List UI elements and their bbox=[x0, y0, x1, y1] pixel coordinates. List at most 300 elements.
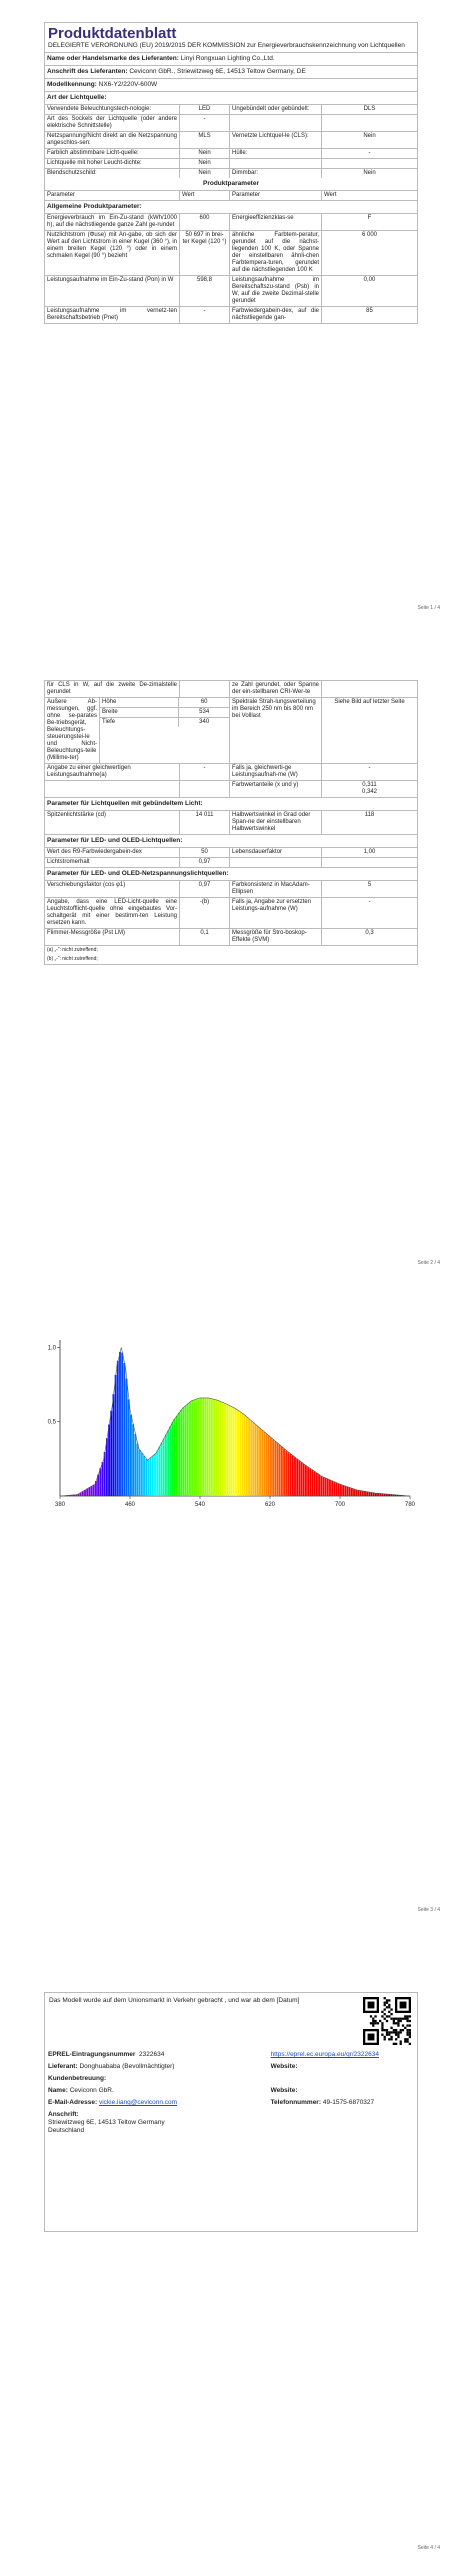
spectrum-bar bbox=[204, 1398, 206, 1496]
type-title: Art der Lichtquelle: bbox=[45, 92, 417, 105]
directional-title: Parameter für Lichtquellen mit gebündeltem Licht: bbox=[45, 798, 417, 811]
spectrum-bar bbox=[202, 1398, 204, 1496]
equiv-row bbox=[45, 764, 417, 781]
page-2 bbox=[0, 630, 452, 1270]
spectrum-bar bbox=[355, 1490, 357, 1496]
address-row bbox=[45, 2109, 417, 2137]
general-params-title: Allgemeine Produktparameter: bbox=[45, 201, 417, 214]
table-cell: LED bbox=[180, 105, 230, 114]
spectrum-bar bbox=[145, 1459, 147, 1496]
table-cell: Nein bbox=[180, 169, 230, 178]
spectrum-bar bbox=[373, 1493, 375, 1496]
x-tick-label: 540 bbox=[194, 1502, 206, 1508]
table-cell: Nutzlichtstrom (Φuse) mit An-gabe, ob sich der Wert auf den Lichtstrom in einer Kugel (360 °), in einem breiten Kegel (120 °) oder in einem schmalen Kegel (90 °) bezieht bbox=[45, 231, 180, 275]
spectrum-bar bbox=[353, 1489, 355, 1496]
table-cell: Farbwiedergabein-dex, auf die nächstliegende gan- bbox=[230, 307, 322, 323]
dims-row bbox=[45, 698, 417, 764]
table-cell: Ungebündelt oder gebündelt: bbox=[230, 105, 322, 114]
consistency-value: 5 bbox=[367, 882, 372, 888]
pf-label: Verschiebungsfaktor (cos φ1) bbox=[45, 881, 180, 897]
life-label: Lebensdauerfaktor bbox=[230, 848, 322, 857]
spectrum-bar bbox=[283, 1449, 285, 1496]
general-table bbox=[45, 214, 417, 323]
qr-code-icon[interactable] bbox=[363, 1997, 411, 2045]
supplier-name-row bbox=[45, 53, 417, 66]
replace-row bbox=[45, 898, 417, 929]
peak-row bbox=[45, 811, 417, 835]
dims-label: Äußere Ab-messungen, ggf. ohne se-parates Be-triebsgerät, Beleuchtungs-steuerungstei-le und Nicht-Beleuchtungs-teile (Millime-ter) bbox=[45, 698, 100, 763]
spectrum-bar bbox=[215, 1400, 217, 1496]
spectrum-bar bbox=[364, 1491, 366, 1496]
table-cell: 50 697 in brei-ter Kegel (120 °) bbox=[180, 231, 230, 275]
spectrum-bar bbox=[325, 1478, 327, 1496]
spectrum-bar bbox=[288, 1452, 290, 1496]
equiv-right-value: - bbox=[368, 765, 371, 771]
spectrum-bar bbox=[250, 1421, 252, 1496]
pf-value: 0,97 bbox=[180, 881, 230, 897]
table-row bbox=[45, 307, 417, 323]
spectrum-bar bbox=[316, 1473, 318, 1496]
spectrum-bar bbox=[268, 1436, 270, 1496]
table-cell: 600 bbox=[180, 214, 230, 230]
spectrum-bar bbox=[128, 1399, 130, 1496]
spectrum-bar bbox=[132, 1424, 134, 1496]
spectrum-bar bbox=[281, 1447, 283, 1496]
phone-label: Telefonnummer: bbox=[270, 2099, 322, 2106]
table-cell: 6 000 bbox=[361, 231, 377, 238]
spectrum-bar bbox=[134, 1434, 136, 1496]
flicker-value: 0,1 bbox=[180, 929, 230, 945]
table-cell: 85 bbox=[366, 307, 373, 314]
spectrum-bar bbox=[113, 1394, 115, 1496]
table-cell: Energieeffizienzklas-se bbox=[230, 214, 322, 230]
spectral-label: Spektrale Strah-lungsverteilung im Bereich 250 nm bis 800 nm bei Volllast bbox=[230, 698, 322, 763]
spectrum-bar bbox=[185, 1406, 187, 1496]
spectrum-bar bbox=[137, 1444, 139, 1496]
equiv-label: Angabe zu einer gleichwertigen Leistungsaufnahme(a) bbox=[45, 764, 180, 780]
table-row bbox=[45, 169, 417, 178]
spectrum-bar bbox=[213, 1399, 215, 1496]
table-row bbox=[45, 276, 417, 307]
table-row bbox=[45, 214, 417, 231]
spectrum-bar bbox=[123, 1363, 125, 1496]
chroma-label: Farbwertanteile (x und y) bbox=[230, 781, 322, 797]
strobo-value: 0,3 bbox=[365, 930, 374, 936]
table-cell bbox=[230, 115, 322, 131]
spectrum-bar bbox=[323, 1477, 325, 1496]
supplier-row bbox=[45, 2061, 417, 2073]
spectrum-bar bbox=[314, 1471, 316, 1496]
spectrum-bar bbox=[102, 1462, 104, 1496]
spectrum-bar bbox=[196, 1399, 198, 1496]
table-cell: Vernetzte Lichtquel-le (CLS): bbox=[230, 132, 322, 148]
spectrum-bar bbox=[305, 1466, 307, 1496]
model-value: NX6-Y2/220V-600W bbox=[98, 80, 158, 88]
name-row bbox=[45, 2085, 417, 2097]
spectrum-bar bbox=[161, 1443, 163, 1496]
table-cell: F bbox=[367, 214, 372, 221]
empty-cell bbox=[180, 781, 230, 797]
spectrum-bar bbox=[242, 1414, 244, 1496]
beam-value: 118 bbox=[364, 812, 375, 818]
spectrum-bar bbox=[307, 1467, 309, 1496]
spectrum-bar bbox=[320, 1476, 322, 1496]
maint-row bbox=[45, 858, 417, 868]
spectrum-bar bbox=[237, 1411, 239, 1496]
spectrum-bar bbox=[244, 1415, 246, 1496]
x-tick-label: 460 bbox=[124, 1502, 136, 1508]
col-value-header: Wert bbox=[180, 191, 230, 200]
spectrum-bar bbox=[121, 1353, 123, 1496]
dim-height-value: 60 bbox=[200, 699, 208, 705]
cri-continued-label: ze Zahl gerundet, oder Spanne der ein-stellbaren CRI-Wer-te bbox=[230, 681, 322, 697]
supplier-name-label: Name oder Handelsmarke des Lieferanten: bbox=[47, 54, 179, 62]
table-cell: 0,00 bbox=[363, 276, 376, 283]
spectrum-bar bbox=[303, 1464, 305, 1496]
mains-title: Parameter für LED- und OLED-Netzspannungslichtquellen: bbox=[45, 868, 417, 881]
table-cell: Leistungsaufnahme im vernetz-ten Bereitschaftsbetrieb (Pnet) bbox=[45, 307, 180, 323]
spectrum-bar bbox=[91, 1486, 93, 1496]
spectrum-bar bbox=[189, 1402, 191, 1496]
y-tick-label: 1,0 bbox=[47, 1345, 56, 1352]
spectrum-bar bbox=[379, 1493, 381, 1496]
footnote-b: (b) „-“: nicht zutreffend; bbox=[47, 956, 98, 962]
spectrum-bar bbox=[309, 1469, 311, 1496]
spectrum-bar bbox=[119, 1352, 121, 1496]
spectrum-bar bbox=[108, 1425, 110, 1497]
dim-width-value: 534 bbox=[199, 709, 210, 715]
table-row bbox=[45, 231, 417, 276]
spectrum-bar bbox=[347, 1487, 349, 1496]
page-number-4: Seite 4 / 4 bbox=[417, 2545, 440, 2551]
spectrum-bar bbox=[183, 1407, 185, 1496]
spectrum-bar bbox=[329, 1480, 331, 1496]
spectrum-bar bbox=[261, 1430, 263, 1496]
spectrum-bar bbox=[117, 1361, 119, 1496]
spectrum-bar bbox=[235, 1409, 237, 1496]
website-label-1: Website: bbox=[270, 2063, 298, 2070]
spectrum-bar bbox=[257, 1426, 259, 1496]
spectrum-bar bbox=[93, 1485, 95, 1496]
table-cell: Lichtquelle mit hoher Leucht-dichte: bbox=[45, 159, 180, 168]
spectrum-bar bbox=[360, 1491, 362, 1496]
table-cell: ähnliche Farbtem-peratur, gerundet auf die nächst-liegenden 100 K, oder Spanne der einstellbaren ähnli-chen Farbtempera-turen, gerundet auf die nächstliegenden 100 K bbox=[230, 231, 322, 275]
spectrum-bar bbox=[366, 1492, 368, 1496]
empty-cell bbox=[230, 858, 322, 867]
spectrum-bar bbox=[178, 1413, 180, 1496]
replace-value: -(b) bbox=[180, 898, 230, 928]
col-param-header-2: Parameter bbox=[230, 191, 322, 200]
eprel-row bbox=[45, 2049, 417, 2061]
table-cell: Leistungsaufnahme im Bereitschaftszu-stand (Psb) in W, auf die zweite Dezimal-stelle gerundet bbox=[230, 276, 322, 306]
table-cell: Leistungsaufnahme im Ein-Zu-stand (Pon) in W bbox=[45, 276, 180, 306]
service-label: Kundenbetreuung: bbox=[48, 2075, 107, 2082]
spectrum-bar bbox=[279, 1445, 281, 1496]
spectrum-bar bbox=[228, 1406, 230, 1496]
spectrum-bar bbox=[259, 1428, 261, 1496]
x-tick-label: 780 bbox=[404, 1502, 416, 1508]
supplier-name-value: Linyi Rongxuan Lighting Co.,Ltd. bbox=[180, 54, 275, 62]
eprel-link[interactable]: https://eprel.ec.europa.eu/qr/2322634 bbox=[270, 2051, 379, 2058]
datasheet-page2 bbox=[44, 680, 418, 965]
spectrum-bar bbox=[285, 1451, 287, 1497]
spectrum-bar bbox=[301, 1462, 303, 1496]
dim-height-label: Höhe bbox=[100, 698, 179, 707]
table-cell: Nein bbox=[363, 169, 376, 176]
spectrum-bar bbox=[143, 1456, 145, 1496]
spectrum-bar bbox=[163, 1439, 165, 1496]
spectrum-bar bbox=[156, 1451, 158, 1496]
table-cell: Netzspannung/Nicht direkt an die Netzspannung angeschlos-sen: bbox=[45, 132, 180, 148]
spectrum-bar bbox=[174, 1419, 176, 1496]
replace-right-label: Falls ja, Angabe zur ersetzten Leistungs-aufnahme (W) bbox=[230, 898, 322, 928]
eprel-value: 2322634 bbox=[139, 2051, 165, 2058]
peak-label: Spitzenlichtstärke (cd) bbox=[45, 811, 180, 834]
spectrum-bar bbox=[344, 1486, 346, 1496]
led-title: Parameter für LED- und OLED-Lichtquellen: bbox=[45, 835, 417, 848]
replace-label: Angabe, dass eine LED-Licht-quelle eine Leuchtstofflicht-quelle ohne eingebautes Vor-schaltgerät mit einer bestimm-ten Leistung ersetzen kann. bbox=[45, 898, 180, 928]
spectrum-bar bbox=[218, 1401, 220, 1496]
page-1 bbox=[0, 0, 452, 620]
spectrum-bar bbox=[290, 1454, 292, 1496]
spectrum-bar bbox=[272, 1439, 274, 1496]
dim-width-row bbox=[100, 708, 229, 718]
spectrum-bar bbox=[296, 1459, 298, 1496]
pf-row bbox=[45, 881, 417, 898]
empty-cell bbox=[45, 781, 180, 797]
intro-text: Das Modell wurde auf dem Unionsmarkt in Verkehr gebracht , und war ab dem [Datum] bbox=[49, 1997, 300, 2004]
table-cell: Nein bbox=[363, 132, 376, 139]
peak-value: 14 011 bbox=[180, 811, 230, 834]
spectrum-bar bbox=[253, 1423, 255, 1496]
email-row bbox=[45, 2097, 417, 2109]
table-cell bbox=[230, 159, 322, 168]
table-cell: Dimmbar: bbox=[230, 169, 322, 178]
spectrum-bar bbox=[327, 1479, 329, 1496]
col-param-header: Parameter bbox=[45, 191, 180, 200]
spectrum-bar bbox=[150, 1458, 152, 1496]
supplier-address-row bbox=[45, 66, 417, 79]
supplier-address-value: Ceviconn GbR., Striewitzweg 6E, 14513 Teltow Germany, DE bbox=[129, 67, 306, 75]
spectrum-bar bbox=[248, 1419, 250, 1496]
spectrum-bar bbox=[333, 1482, 335, 1496]
table-cell: Farblich abstimmbare Licht-quelle: bbox=[45, 149, 180, 158]
spectrum-bar bbox=[255, 1425, 257, 1497]
table-row bbox=[45, 132, 417, 149]
table-row bbox=[45, 115, 417, 132]
flicker-row bbox=[45, 929, 417, 946]
address-line-2: Deutschland bbox=[48, 2127, 85, 2134]
dim-width-label: Breite bbox=[100, 708, 179, 717]
empty-cell bbox=[180, 681, 230, 697]
table-cell: Nein bbox=[180, 149, 230, 158]
footnote-a: (a) „-“: nicht zutreffend; bbox=[47, 947, 98, 953]
cri-continued-row bbox=[45, 681, 417, 698]
spectrum-bar bbox=[110, 1411, 112, 1496]
spectrum-bar bbox=[88, 1487, 90, 1496]
regulation-text: DELEGIERTE VERORDNUNG (EU) 2019/2015 DER KOMMISSION zur Energieverbrauchskennzeichnung von Lichtquellen bbox=[45, 42, 417, 53]
spectrum-bar bbox=[198, 1398, 200, 1496]
supplier-address-label: Anschrift des Lieferanten: bbox=[47, 67, 128, 75]
spectrum-bar bbox=[222, 1402, 224, 1496]
spectrum-bar bbox=[99, 1468, 101, 1496]
table-cell: Hülle: bbox=[230, 149, 322, 158]
spectrum-bar bbox=[152, 1456, 154, 1496]
page-number-3: Seite 3 / 4 bbox=[417, 1907, 440, 1913]
spectrum-bar bbox=[375, 1493, 377, 1496]
table-row bbox=[45, 149, 417, 159]
param-header-row bbox=[45, 191, 417, 201]
phone-value: 49-1575-6870327 bbox=[322, 2099, 375, 2106]
maint-value: 0,97 bbox=[180, 858, 230, 867]
spectrum-bar bbox=[277, 1443, 279, 1496]
spectrum-bar bbox=[139, 1450, 141, 1496]
spectrum-bar bbox=[331, 1481, 333, 1496]
spectrum-bar bbox=[167, 1430, 169, 1496]
r9-value: 50 bbox=[180, 848, 230, 857]
table-cell: Energieverbrauch im Ein-Zu-stand (kWh/1000 h), auf die nächstliegende ganze Zahl ge-rundet bbox=[45, 214, 180, 230]
address-label: Anschrift: bbox=[48, 2111, 79, 2118]
spectrum-bar bbox=[224, 1403, 226, 1496]
spectrum-bar bbox=[270, 1438, 272, 1497]
spectrum-bar bbox=[187, 1404, 189, 1496]
spectrum-bar bbox=[318, 1474, 320, 1496]
spectrum-bar bbox=[209, 1398, 211, 1496]
type-table bbox=[45, 105, 417, 178]
website-label-2: Website: bbox=[270, 2087, 298, 2094]
spectrum-bar bbox=[371, 1492, 373, 1496]
page-title: Produktdatenblatt bbox=[48, 25, 177, 42]
datasheet-page4 bbox=[44, 1992, 418, 2232]
dim-height-row bbox=[100, 698, 229, 708]
table-cell: - bbox=[180, 307, 230, 323]
spectrum-bar bbox=[294, 1457, 296, 1496]
spectrum-bar bbox=[115, 1375, 117, 1496]
col-value-header-2: Wert bbox=[324, 191, 337, 198]
spectrum-bar bbox=[263, 1432, 265, 1496]
page-number-1: Seite 1 / 4 bbox=[417, 605, 440, 611]
spectrum-bar bbox=[158, 1447, 160, 1496]
eprel-label: EPREL-Eintragungsnummer bbox=[48, 2051, 136, 2058]
page-4 bbox=[0, 1920, 452, 2560]
spectrum-bar bbox=[180, 1410, 182, 1496]
spectrum-bar bbox=[239, 1412, 241, 1496]
spectrum-bar bbox=[342, 1485, 344, 1496]
spectrum-bar bbox=[126, 1379, 128, 1496]
dim-depth-label: Tiefe bbox=[100, 718, 179, 727]
table-cell: - bbox=[180, 115, 230, 131]
spectrum-bar bbox=[298, 1461, 300, 1496]
table-cell: - bbox=[368, 149, 371, 156]
table-cell: MLS bbox=[180, 132, 230, 148]
table-row bbox=[45, 159, 417, 169]
chroma-x: 0,311 bbox=[362, 782, 377, 788]
spectrum-bar bbox=[231, 1407, 233, 1496]
spectrum-bar bbox=[377, 1493, 379, 1496]
r9-label: Wert des R9-Farbwiedergabein-dex bbox=[45, 848, 180, 857]
spectrum-bar bbox=[86, 1489, 88, 1496]
spectrum-bar bbox=[220, 1402, 222, 1496]
spectrum-bar bbox=[233, 1408, 235, 1496]
supplier-value: Donghuababa (Bevollmächtigter) bbox=[79, 2063, 175, 2070]
spectrum-bar bbox=[172, 1422, 174, 1496]
dim-depth-value: 340 bbox=[199, 719, 210, 725]
replace-right-value: - bbox=[368, 899, 371, 905]
spectrum-bar bbox=[130, 1415, 132, 1496]
spectrum-bar bbox=[292, 1456, 294, 1496]
r9-row bbox=[45, 848, 417, 858]
consistency-label: Farbkonsistenz in MacAdam-Ellipsen bbox=[230, 881, 322, 897]
model-row bbox=[45, 79, 417, 92]
spectrum-bar bbox=[211, 1399, 213, 1496]
dim-depth-row bbox=[100, 718, 229, 727]
spectrum-bar bbox=[338, 1484, 340, 1496]
life-value: 1,00 bbox=[363, 849, 376, 855]
spectrum-bar bbox=[165, 1435, 167, 1496]
model-label: Modellkennung: bbox=[47, 80, 97, 88]
equiv-value: - bbox=[180, 764, 230, 780]
spectrum-bar bbox=[382, 1494, 384, 1496]
spectrum-bar bbox=[266, 1434, 268, 1496]
name-value: Ceviconn GbR. bbox=[69, 2087, 114, 2094]
x-tick-label: 700 bbox=[334, 1502, 346, 1508]
chroma-row bbox=[45, 781, 417, 798]
strobo-label: Messgröße für Stro-boskop-Effekte (SVM) bbox=[230, 929, 322, 945]
table-cell: Verwendete Beleuchtungstech-nologie: bbox=[45, 105, 180, 114]
spectrum-bar bbox=[368, 1492, 370, 1496]
spectrum-bar bbox=[340, 1484, 342, 1496]
dims-table bbox=[100, 698, 230, 763]
beam-label: Halbwertswinkel in Grad oder Span-ne der einstellbaren Halbwertswinkel bbox=[230, 811, 322, 834]
datasheet-page1 bbox=[44, 22, 418, 324]
spectrum-bar bbox=[169, 1426, 171, 1496]
address-line-1: Striewitzweg 6E, 14513 Teltow Germany bbox=[48, 2119, 165, 2126]
spectrum-bar bbox=[312, 1470, 314, 1496]
chroma-values bbox=[322, 781, 417, 797]
empty-cell bbox=[322, 681, 417, 697]
name-label: Name: bbox=[48, 2087, 68, 2094]
spectrum-chart bbox=[44, 1330, 418, 1510]
y-tick-label: 0,5 bbox=[47, 1419, 56, 1426]
params-title: Produktparameter bbox=[45, 178, 417, 191]
spectrum-bar bbox=[274, 1441, 276, 1496]
spectrum-bar bbox=[141, 1453, 143, 1496]
spectrum-bar bbox=[226, 1404, 228, 1496]
spectrum-bar bbox=[200, 1398, 202, 1496]
maint-label: Lichtstromerhalt bbox=[45, 858, 180, 867]
page-number-2: Seite 2 / 4 bbox=[417, 1260, 440, 1266]
empty-cell bbox=[322, 858, 417, 867]
x-tick-label: 620 bbox=[264, 1502, 276, 1508]
spectrum-bar bbox=[106, 1438, 108, 1496]
table-cell: Art des Sockels der Lichtquelle (oder andere elektrische Schnittstelle) bbox=[45, 115, 180, 131]
supplier-label: Lieferant: bbox=[48, 2063, 78, 2070]
spectrum-bar bbox=[207, 1398, 209, 1496]
intro-block bbox=[45, 1993, 417, 2049]
spectrum-bar bbox=[84, 1490, 86, 1496]
spectrum-bar bbox=[176, 1416, 178, 1496]
chroma-y: 0,342 bbox=[361, 789, 377, 795]
spectrum-bar bbox=[362, 1491, 364, 1496]
email-link[interactable]: vickie.liang@ceviconn.com bbox=[98, 2099, 178, 2106]
spectrum-bar bbox=[358, 1490, 360, 1496]
spectrum-bar bbox=[191, 1401, 193, 1496]
table-cell: DLS bbox=[363, 105, 376, 112]
spectrum-bar bbox=[154, 1454, 156, 1496]
table-cell: Nein bbox=[180, 159, 230, 168]
service-row bbox=[45, 2073, 417, 2085]
table-cell bbox=[322, 115, 417, 131]
